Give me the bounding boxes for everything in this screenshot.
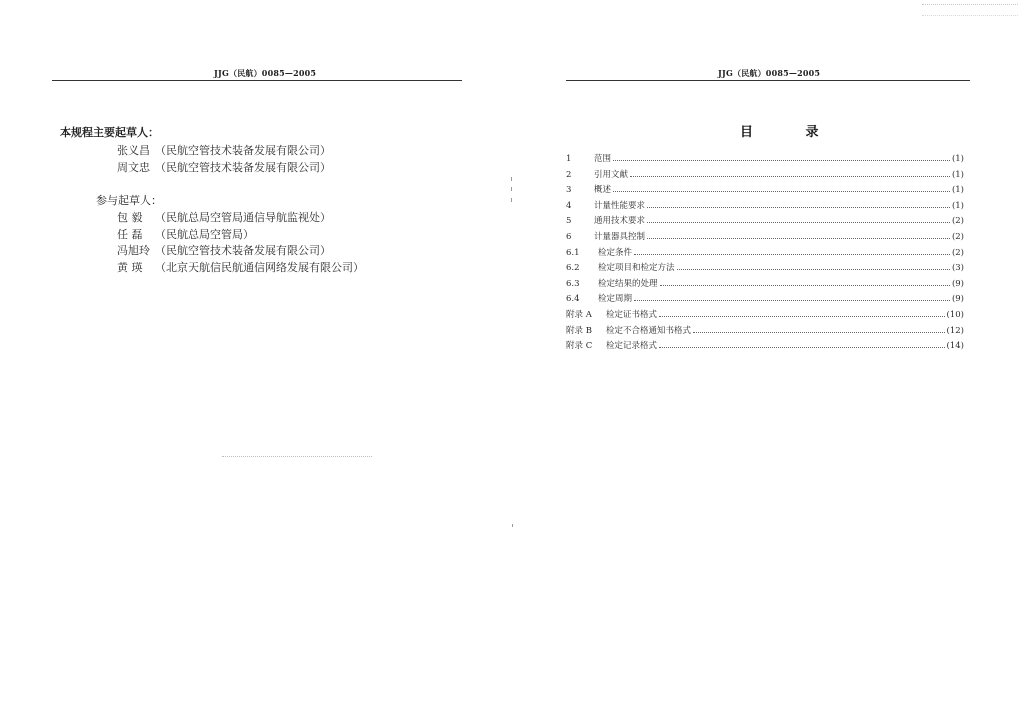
toc-leader-dots: [634, 299, 950, 301]
toc-leader-dots: [659, 315, 945, 317]
toc-entry-title: 检定不合格通知书格式: [606, 325, 692, 336]
toc-entry: [566, 199, 964, 215]
toc-entry-number: 4: [566, 200, 572, 211]
toc-leader-dots: [630, 175, 950, 177]
toc-entry: [566, 261, 964, 277]
toc-entry-number: 5: [566, 216, 572, 227]
toc-entry-page: (14): [946, 341, 964, 352]
toc-leader-dots: [677, 268, 950, 270]
toc-entry-title: 计量性能要求: [594, 200, 646, 211]
toc-leader-dots: [647, 221, 950, 223]
toc-entry-page: (2): [951, 231, 964, 242]
toc-entry-page: (1): [951, 169, 964, 180]
toc-leader-dots: [660, 284, 950, 286]
toc-entry-number: 6.4: [566, 294, 580, 305]
toc-entry-title: 检定条件: [598, 247, 633, 258]
toc-entry-title: 检定结果的处理: [598, 278, 658, 289]
toc-entry-number: 3: [566, 185, 572, 196]
toc-entry-title: 检定周期: [598, 294, 633, 305]
toc-entry: [566, 168, 964, 184]
drafter-name: 张义昌: [117, 144, 150, 157]
toc-title: 目 录: [740, 125, 843, 140]
toc-entry-page: (1): [951, 200, 964, 211]
main-drafter-row: [117, 142, 331, 158]
toc-entry-title: 概述: [594, 185, 612, 196]
participant-row: [117, 209, 331, 225]
toc-entry-title: 检定记录格式: [606, 341, 658, 352]
participant-row: [117, 242, 331, 258]
toc-entry-page: (2): [951, 247, 964, 258]
toc-entry-number: 附录 B: [566, 325, 592, 336]
toc-entry-title: 范围: [594, 154, 612, 164]
participants-heading: 参与起草人：: [96, 194, 162, 207]
toc-entry: [566, 308, 964, 324]
toc-entry-number: 附录 C: [566, 341, 593, 352]
scan-artifact: [222, 456, 372, 457]
toc-entry-number: 6.2: [566, 263, 580, 274]
toc-entry: [566, 152, 964, 168]
toc-entry: [566, 230, 964, 246]
toc-entry: [566, 214, 964, 230]
left-header-rule: [52, 80, 462, 81]
toc-entry: [566, 183, 964, 199]
drafter-org: （民航空管技术装备发展有限公司）: [155, 144, 331, 157]
drafter-org: （民航总局空管局）: [155, 228, 254, 241]
toc-entry-title: 检定项目和检定方法: [598, 263, 675, 274]
drafter-name: 任 磊: [117, 228, 143, 241]
toc-entry-number: 6.1: [566, 247, 580, 258]
toc-entry: [566, 277, 964, 293]
table-of-contents: [566, 152, 964, 355]
toc-leader-dots: [647, 206, 950, 208]
main-drafters-heading: 本规程主要起草人：: [60, 126, 159, 139]
drafter-name: 周文忠: [117, 161, 150, 174]
right-page: [512, 0, 1024, 724]
drafter-org: （北京天航信民航通信网络发展有限公司）: [155, 261, 364, 274]
left-running-header: JJG（民航）0085—2005: [214, 68, 317, 78]
drafter-name: 黄 瑛: [117, 261, 143, 274]
toc-entry-number: 1: [566, 154, 572, 164]
drafter-org: （民航空管技术装备发展有限公司）: [155, 244, 331, 257]
toc-entry-page: (9): [951, 294, 964, 305]
drafter-org: （民航空管技术装备发展有限公司）: [155, 161, 331, 174]
participant-row: [117, 226, 254, 242]
toc-entry-number: 6: [566, 231, 572, 242]
toc-entry-page: (1): [951, 154, 964, 164]
right-header-rule: [566, 80, 970, 81]
toc-leader-dots: [634, 253, 950, 255]
toc-leader-dots: [613, 190, 950, 192]
toc-entry: [566, 292, 964, 308]
main-drafter-row: [117, 159, 331, 175]
toc-entry-page: (1): [951, 185, 964, 196]
drafter-name: 包 毅: [117, 211, 143, 224]
toc-entry-number: 6.3: [566, 278, 580, 289]
toc-entry: [566, 246, 964, 262]
toc-entry: [566, 324, 964, 340]
toc-entry-title: 检定证书格式: [606, 309, 658, 320]
participant-row: [117, 259, 364, 275]
toc-leader-dots: [693, 331, 945, 333]
toc-leader-dots: [613, 159, 950, 161]
drafter-org: （民航总局空管局通信导航监视处）: [155, 211, 331, 224]
toc-leader-dots: [647, 237, 950, 239]
toc-entry-page: (9): [951, 278, 964, 289]
toc-entry-title: 计量器具控制: [594, 231, 646, 242]
toc-entry-page: (2): [951, 216, 964, 227]
toc-entry-page: (10): [946, 309, 964, 320]
right-running-header: JJG（民航）0085—2005: [718, 68, 821, 78]
toc-leader-dots: [659, 346, 945, 348]
toc-entry-title: 引用文献: [594, 169, 629, 180]
toc-entry-title: 通用技术要求: [594, 216, 646, 227]
toc-entry: [566, 339, 964, 355]
toc-entry-page: (12): [946, 325, 964, 336]
toc-entry-number: 附录 A: [566, 309, 592, 320]
drafter-name: 冯旭玲: [117, 244, 150, 257]
scan-corner-artifact: [922, 4, 1018, 16]
toc-entry-number: 2: [566, 169, 572, 180]
toc-entry-page: (3): [951, 263, 964, 274]
